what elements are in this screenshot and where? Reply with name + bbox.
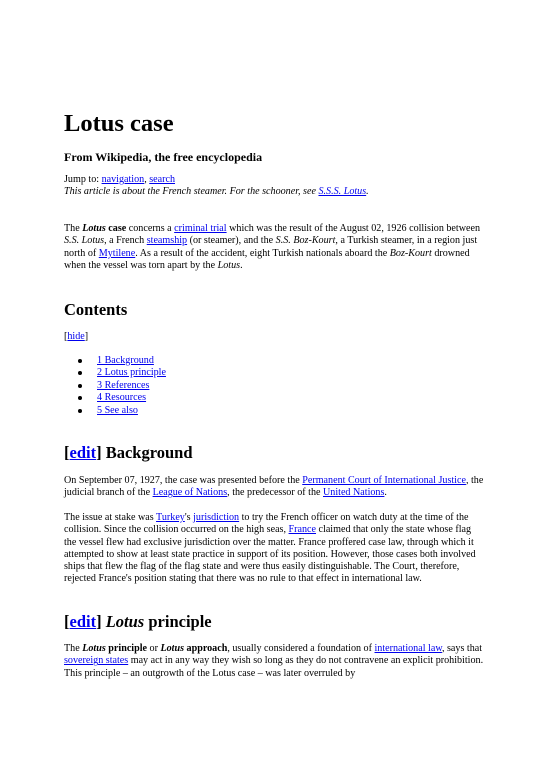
lp-text: The xyxy=(64,643,83,654)
mytilene-link[interactable]: Mytilene xyxy=(98,247,136,259)
toc-item-references xyxy=(64,380,166,392)
intro-boz-kourt: S.S. Boz-Kourt xyxy=(275,235,336,247)
lp-text: may act in any way they wish so long as they do not contravene an explicit prohibition. This principle – an outgrowth of the Lotus case – was later overruled by xyxy=(64,655,484,679)
lp-approach-bold: approach xyxy=(184,643,228,654)
league-of-nations-link[interactable]: League of Nations xyxy=(152,487,228,499)
intro-text: , a French xyxy=(104,235,147,247)
intro-text: which was the result of the August 02, 1926 collision between xyxy=(226,223,481,234)
lp-text: , usually considered a foundation of xyxy=(227,643,375,654)
toc-link-lotus-principle[interactable]: 2 Lotus principle xyxy=(97,367,166,379)
united-nations-link[interactable]: United Nations xyxy=(323,487,385,499)
bullet-icon xyxy=(78,371,82,375)
background-heading xyxy=(64,443,193,463)
toc-item-background xyxy=(64,355,166,367)
bg-text: , the predecessor of the xyxy=(227,487,323,499)
sovereign-states-link[interactable]: sovereign states xyxy=(64,655,129,667)
edit-lotus-principle-link[interactable]: edit xyxy=(69,612,97,631)
hatnote xyxy=(64,186,369,198)
bracket: [ xyxy=(64,331,68,342)
jump-links xyxy=(64,174,175,186)
bg-text: 's xyxy=(184,512,194,523)
site-subtitle: From Wikipedia, the free encyclopedia xyxy=(64,150,263,164)
criminal-trial-link[interactable]: criminal trial xyxy=(174,223,227,234)
background-paragraph-1 xyxy=(64,475,484,500)
toc-link-background[interactable]: 1 Background xyxy=(97,355,154,366)
bg-text: , the judicial branch of the xyxy=(64,475,484,499)
toc-toggle xyxy=(64,331,88,343)
navigation-link[interactable]: navigation xyxy=(101,174,145,185)
bullet-icon xyxy=(78,359,82,363)
background-heading-text: Background xyxy=(105,443,193,462)
lotus-heading-italic: Lotus xyxy=(105,612,145,631)
turkey-link[interactable]: Turkey xyxy=(156,512,185,523)
intro-ss-lotus: S.S. Lotus xyxy=(64,235,105,247)
bracket: [ xyxy=(64,612,70,631)
bracket: ] xyxy=(96,612,102,631)
intro-text: . As a result of the accident, eight Turkish nationals aboard the xyxy=(135,247,390,259)
intro-text: drowned when the vessel was torn apart by the xyxy=(64,247,470,271)
edit-background-link[interactable]: edit xyxy=(69,443,97,462)
table-of-contents xyxy=(64,355,166,417)
international-law-link[interactable]: international law xyxy=(374,643,442,654)
pcij-link[interactable]: Permanent Court of International Justice xyxy=(302,475,466,486)
hatnote-text: This article is about the French steamer. For the schooner, see xyxy=(64,186,319,197)
toc-link-resources[interactable]: 4 Resources xyxy=(97,392,147,404)
jurisdiction-link[interactable]: jurisdiction xyxy=(193,512,240,523)
lp-lotus-italic-2: Lotus xyxy=(160,643,185,654)
toc-link-references[interactable]: 3 References xyxy=(97,379,150,391)
lp-text: , says that xyxy=(441,643,483,654)
bracket: ] xyxy=(84,331,89,342)
intro-text: concerns a xyxy=(126,223,175,234)
bullet-icon xyxy=(78,384,82,388)
steamship-link[interactable]: steamship xyxy=(146,235,188,247)
toc-item-see-also xyxy=(64,405,166,417)
bg-text: . xyxy=(384,487,387,499)
intro-case-bold: case xyxy=(105,223,127,234)
contents-heading: Contents xyxy=(64,300,128,319)
background-paragraph-2 xyxy=(64,512,484,586)
toc-item-resources xyxy=(64,392,166,404)
jump-separator: , xyxy=(144,174,150,185)
bracket: [ xyxy=(64,443,70,462)
hatnote-end: . xyxy=(366,186,369,197)
bg-text: claimed that only the state whose flag the vessel flew had exclusive jurisdiction over the matter. France proffered case law, through which it attempted to show at least state practice in support of its position. However, those cases both involved ships that flew the flag of the flag state and were thus easily distinguishable. The Court, therefore, rejected France's position stating that there was no rule to that effect in international law. xyxy=(64,524,476,585)
bg-text: On September 07, 1927, the case was presented before the xyxy=(64,475,303,486)
lotus-principle-paragraph xyxy=(64,643,484,680)
bg-text: to try the French officer on watch duty at the time of the collision. Since the collision occurred on the high seas, xyxy=(64,512,469,536)
toc-link-see-also[interactable]: 5 See also xyxy=(97,404,138,416)
page-title: Lotus case xyxy=(64,110,174,137)
bracket: ] xyxy=(96,443,102,462)
bg-text: The issue at stake was xyxy=(64,512,157,523)
lotus-principle-heading xyxy=(64,612,212,632)
intro-lotus-italic: Lotus xyxy=(82,223,106,234)
lp-text: or xyxy=(147,643,161,654)
lp-lotus-italic: Lotus xyxy=(82,643,106,654)
jump-prefix: Jump to: xyxy=(64,174,102,185)
sss-lotus-link[interactable]: S.S.S. Lotus xyxy=(318,186,367,197)
intro-text: , a Turkish steamer, in a region just north of xyxy=(64,235,478,259)
toc-item-lotus-principle xyxy=(64,367,166,379)
hide-toc-link[interactable]: hide xyxy=(67,331,85,342)
bullet-icon xyxy=(78,409,82,413)
intro-lotus-2: Lotus xyxy=(217,259,241,271)
intro-text: . xyxy=(240,259,243,271)
intro-paragraph xyxy=(64,223,484,272)
lotus-heading-text: principle xyxy=(144,612,212,631)
search-link[interactable]: search xyxy=(149,174,176,185)
bullet-icon xyxy=(78,396,82,400)
intro-text: The xyxy=(64,223,83,234)
intro-text: (or steamer), and the xyxy=(187,235,276,247)
lp-principle-bold: principle xyxy=(105,643,147,654)
france-link[interactable]: France xyxy=(288,524,317,536)
intro-boz-kourt-2: Boz-Kourt xyxy=(389,247,432,259)
